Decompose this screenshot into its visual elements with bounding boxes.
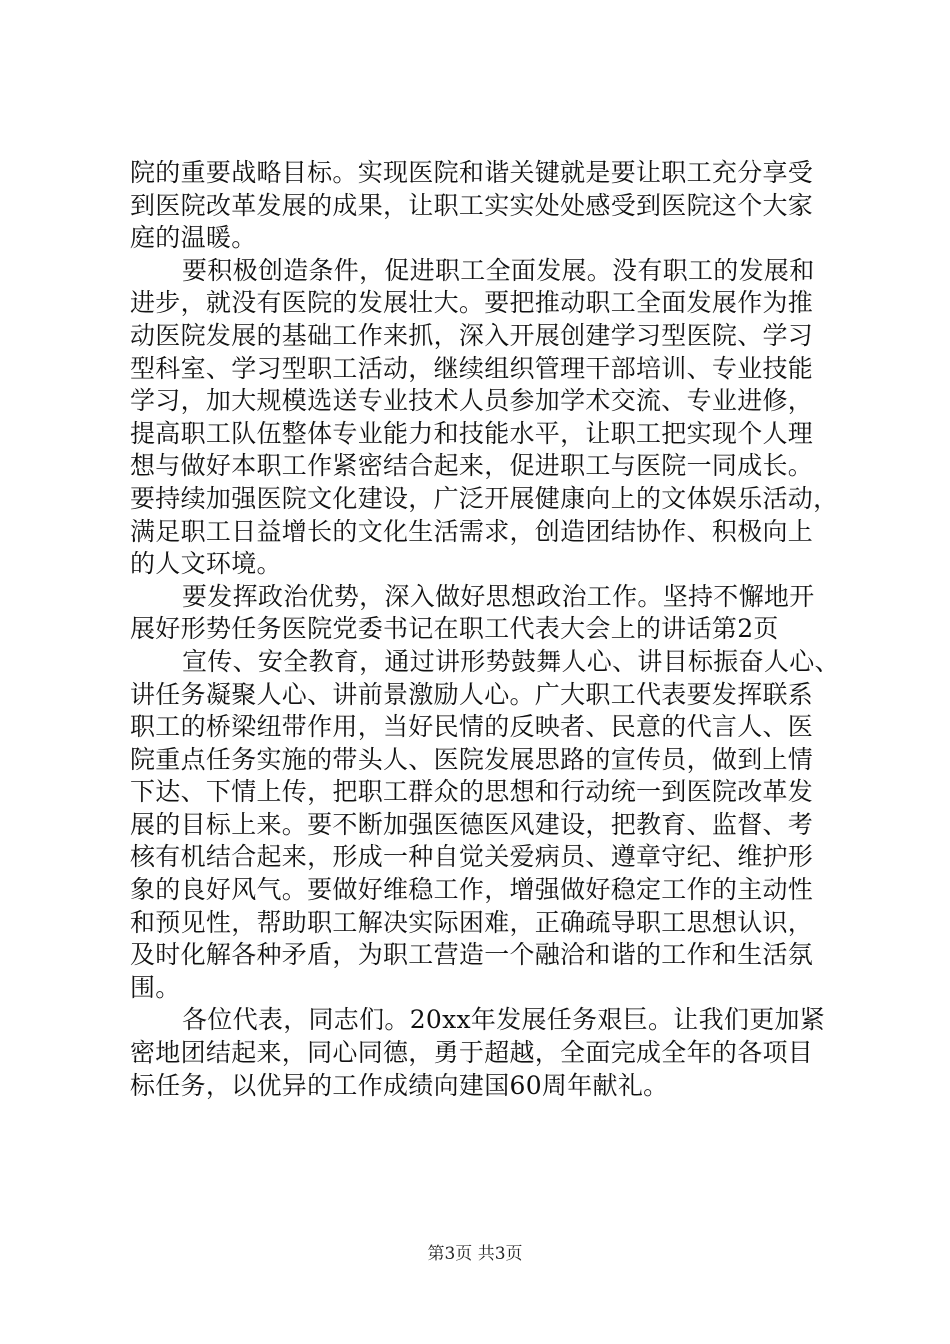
text-line: 动医院发展的基础工作来抓，深入开展创建学习型医院、学习	[130, 320, 814, 350]
text-line: 核有机结合起来，形成一种自觉关爱病员、遵章守纪、维护形	[130, 842, 814, 872]
text-line: 职工的桥梁纽带作用，当好民情的反映者、民意的代言人、医	[130, 712, 814, 742]
text-line: 院的重要战略目标。实现医院和谐关键就是要让职工充分享受	[130, 158, 814, 187]
text-line: 及时化解各种矛盾，为职工营造一个融洽和谐的工作和生活氛	[130, 940, 814, 970]
text-line: 展的目标上来。要不断加强医德医风建设，把教育、监督、考	[130, 809, 814, 839]
text-line: 下达、下情上传，把职工群众的思想和行动统一到医院改革发	[130, 777, 814, 807]
text-line: 院重点任务实施的带头人、医院发展思路的宣传员，做到上情	[130, 744, 814, 774]
paragraph-start-line: 宣传、安全教育，通过讲形势鼓舞人心、讲目标振奋人心、	[182, 646, 840, 676]
paragraph-start-line: 要积极创造条件，促进职工全面发展。没有职工的发展和	[182, 255, 815, 285]
text-line: 围。	[130, 972, 181, 1002]
text-line: 学习，加大规模选送专业技术人员参加学术交流、专业进修，	[130, 386, 814, 416]
text-line: 象的良好风气。要做好维稳工作，增强做好稳定工作的主动性	[130, 875, 814, 905]
text-line: 要持续加强医院文化建设，广泛开展健康向上的文体娱乐活动，	[130, 483, 839, 513]
text-line: 密地团结起来，同心同德，勇于超越，全面完成全年的各项目	[130, 1038, 814, 1068]
text-line: 标任务，以优异的工作成绩向建国60周年献礼。	[130, 1070, 669, 1100]
text-line: 到医院改革发展的成果，让职工实实处处感受到医院这个大家	[130, 190, 814, 220]
text-line: 提高职工队伍整体专业能力和技能水平，让职工把实现个人理	[130, 418, 814, 448]
text-line: 想与做好本职工作紧密结合起来，促进职工与医院一同成长。	[130, 451, 814, 481]
text-line: 进步，就没有医院的发展壮大。要把推动职工全面发展作为推	[130, 288, 814, 318]
paragraph-start-line: 要发挥政治优势，深入做好思想政治工作。坚持不懈地开	[182, 581, 815, 611]
paragraph-start-line: 各位代表，同志们。20xx年发展任务艰巨。让我们更加紧	[182, 1005, 826, 1035]
text-line: 和预见性，帮助职工解决实际困难，正确疏导职工思想认识，	[130, 907, 814, 937]
text-line: 满足职工日益增长的文化生活需求，创造团结协作、积极向上	[130, 516, 814, 546]
document-body	[130, 157, 840, 1102]
text-line: 庭的温暖。	[130, 223, 257, 253]
text-line: 型科室、学习型职工活动，继续组织管理干部培训、专业技能	[130, 353, 814, 383]
page-footer	[0, 1243, 950, 1265]
page-number-label: 第3页 共3页	[427, 1244, 523, 1264]
text-line: 展好形势任务医院党委书记在职工代表大会上的讲话第2页	[130, 614, 779, 644]
text-line: 的人文环境。	[130, 549, 282, 579]
text-line: 讲任务凝聚人心、讲前景激励人心。广大职工代表要发挥联系	[130, 679, 814, 709]
